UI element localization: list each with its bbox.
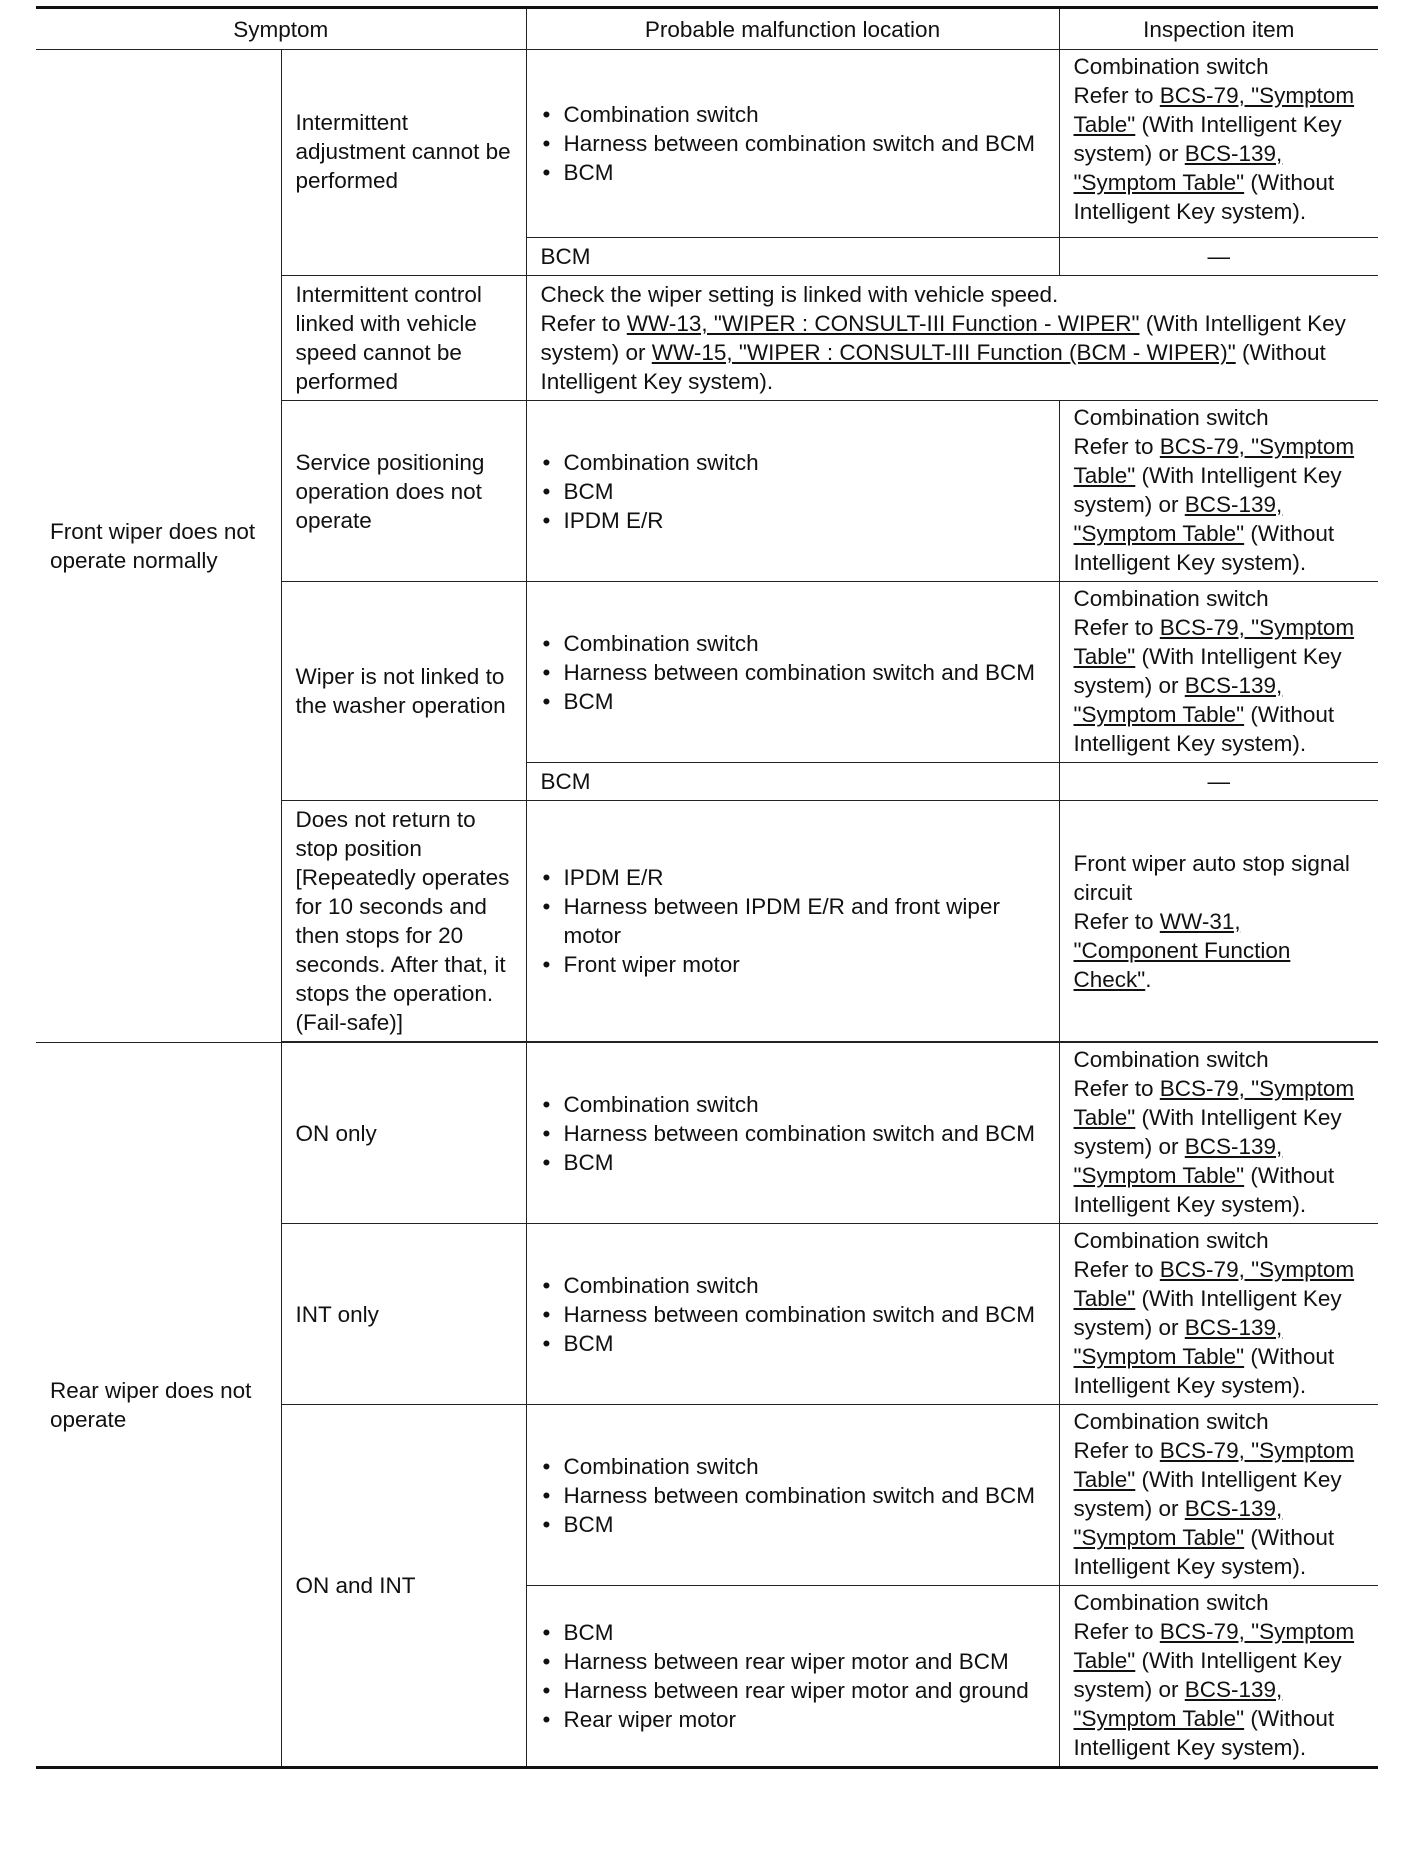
location-cell: [526, 401, 1059, 582]
link-bcs-79[interactable]: BCS-79, "Symptom Table": [1073, 1076, 1355, 1130]
inspection-title: Combination switch: [1073, 1047, 1269, 1072]
list-item: • Harness between IPDM E/R and front wiper motor: [541, 892, 1045, 950]
list-item: • Harness between combination switch and BCM: [541, 1481, 1045, 1510]
symptom-cell: [281, 801, 526, 1042]
symptom-label: INT only: [295, 1301, 379, 1327]
list-item: • BCM: [541, 1148, 1045, 1177]
list-item: • BCM: [541, 477, 1045, 506]
link-bcs-79[interactable]: BCS-79, "Symptom Table": [1073, 615, 1355, 669]
table-row: [36, 1043, 1378, 1224]
link-ww-31[interactable]: WW-31, "Component Function Check": [1073, 908, 1291, 992]
symptom-label: ON only: [295, 1120, 377, 1146]
location-cell: [526, 582, 1059, 763]
list-item: • Combination switch: [541, 629, 1045, 658]
link-bcs-139[interactable]: BCS-139, "Symptom Table": [1073, 1315, 1283, 1369]
refer-text: Refer to: [540, 311, 627, 336]
refer-text: (Without Intelligent Key system).: [1073, 170, 1335, 224]
inspection-cell: [1059, 582, 1378, 763]
link-bcs-139[interactable]: BCS-139, "Symptom Table": [1073, 673, 1283, 727]
symptom-cell: [281, 50, 526, 276]
list-item: • Harness between rear wiper motor and BCM: [541, 1647, 1045, 1676]
inspection-cell: [1059, 1586, 1378, 1768]
table-header-row: [36, 8, 1378, 50]
symptom-cell: [281, 1043, 526, 1224]
refer-text: (With Intelligent Key system) or: [1073, 1286, 1342, 1340]
link-bcs-139[interactable]: BCS-139, "Symptom Table": [1073, 1677, 1283, 1731]
symptom-cell: [281, 1224, 526, 1405]
speed-check-cell: [526, 276, 1378, 401]
refer-text: (Without Intelligent Key system).: [1073, 1344, 1335, 1398]
group-front-label: Front wiper does not operate normally: [50, 519, 256, 573]
refer-text: Refer to: [1073, 83, 1160, 108]
list-item: • Harness between combination switch and BCM: [541, 658, 1045, 687]
inspection-cell: [1059, 1224, 1378, 1405]
symptom-label: Wiper is not linked to the washer operation: [295, 664, 506, 718]
list-item: • IPDM E/R: [541, 506, 1045, 535]
list-item: • BCM: [541, 158, 1045, 187]
list-item: • Combination switch: [541, 448, 1045, 477]
list-item: • Harness between combination switch and BCM: [541, 1300, 1045, 1329]
location-cell: [526, 1224, 1059, 1405]
header-inspection: Inspection item: [1059, 8, 1378, 50]
location-cell: [526, 801, 1059, 1042]
symptom-label: Does not return to stop position [Repeatedly operates for 10 seconds and then stops for 20 seconds. After that, it stops the operation. (Fail-safe)]: [295, 807, 510, 1035]
inspection-title: Combination switch: [1073, 1228, 1269, 1253]
refer-text: (Without Intelligent Key system).: [540, 340, 1326, 394]
list-item: • Harness between combination switch and BCM: [541, 1119, 1045, 1148]
refer-text: .: [1145, 966, 1152, 992]
refer-text: (With Intelligent Key system) or: [1073, 1105, 1342, 1159]
link-bcs-139[interactable]: BCS-139, "Symptom Table": [1073, 1134, 1283, 1188]
location-cell: [526, 1586, 1059, 1768]
list-item: • Combination switch: [541, 100, 1045, 129]
link-ww-13[interactable]: WW-13, "WIPER : CONSULT-III Function - WIPER": [626, 311, 1140, 336]
inspection-cell: [1059, 401, 1378, 582]
inspection-title: Combination switch: [1073, 54, 1269, 79]
symptom-label: Intermittent control linked with vehicle speed cannot be performed: [295, 282, 482, 394]
location-cell: [526, 238, 1059, 276]
refer-text: (With Intelligent Key system) or: [1073, 1467, 1342, 1521]
list-item: • Combination switch: [541, 1090, 1045, 1119]
dash-cell: —: [1059, 763, 1378, 801]
inspection-cell: [1059, 50, 1378, 238]
list-item: • Harness between combination switch and BCM: [541, 129, 1045, 158]
header-symptom: Symptom: [36, 8, 526, 50]
list-item: • BCM: [541, 687, 1045, 716]
refer-text: Refer to: [1073, 1076, 1160, 1101]
link-bcs-139[interactable]: BCS-139, "Symptom Table": [1073, 492, 1283, 546]
refer-text: (Without Intelligent Key system).: [1073, 1525, 1335, 1579]
inspection-title: Front wiper auto stop signal circuit: [1073, 850, 1350, 905]
list-item: • Combination switch: [541, 1452, 1045, 1481]
refer-text: (With Intelligent Key system) or: [1073, 1648, 1342, 1702]
refer-text: Refer to: [1073, 434, 1160, 459]
refer-text: Refer to: [1073, 908, 1160, 934]
symptom-label: ON and INT: [295, 1573, 416, 1598]
location-cell: [526, 50, 1059, 238]
location-cell: [526, 1405, 1059, 1586]
location-text: BCM: [540, 244, 591, 269]
symptom-cell: [281, 276, 526, 401]
location-text: BCM: [540, 769, 591, 794]
link-bcs-139[interactable]: BCS-139, "Symptom Table": [1073, 141, 1283, 195]
symptom-label: Service positioning operation does not operate: [295, 449, 485, 533]
symptom-label: Intermittent adjustment cannot be performed: [295, 110, 511, 193]
link-bcs-79[interactable]: BCS-79, "Symptom Table": [1073, 1619, 1355, 1673]
symptom-cell: [281, 1405, 526, 1768]
inspection-title: Combination switch: [1073, 586, 1269, 611]
group-rear-label: Rear wiper does not operate: [50, 1377, 252, 1432]
table-row: [36, 50, 1378, 238]
link-bcs-79[interactable]: BCS-79, "Symptom Table": [1073, 83, 1355, 137]
list-item: • IPDM E/R: [541, 863, 1045, 892]
inspection-cell: [1059, 1043, 1378, 1224]
refer-text: Refer to: [1073, 1619, 1160, 1644]
refer-text: (With Intelligent Key system) or: [540, 311, 1346, 365]
refer-text: (With Intelligent Key system) or: [1073, 644, 1342, 698]
list-item: • Front wiper motor: [541, 950, 1045, 979]
list-item: • Combination switch: [541, 1271, 1045, 1300]
dash-cell: —: [1059, 238, 1378, 276]
refer-text: (Without Intelligent Key system).: [1073, 521, 1335, 575]
speed-check-text: Check the wiper setting is linked with vehicle speed.: [540, 282, 1059, 307]
location-cell: [526, 763, 1059, 801]
inspection-cell: [1059, 801, 1378, 1042]
group-front: [36, 50, 281, 1043]
inspection-title: Combination switch: [1073, 405, 1269, 430]
symptom-table: [36, 6, 1378, 1769]
header-location: Probable malfunction location: [526, 8, 1059, 50]
list-item: • BCM: [541, 1329, 1045, 1358]
inspection-title: Combination switch: [1073, 1409, 1269, 1434]
location-cell: [526, 1043, 1059, 1224]
refer-text: (Without Intelligent Key system).: [1073, 702, 1335, 756]
link-bcs-79[interactable]: BCS-79, "Symptom Table": [1073, 1438, 1355, 1492]
refer-text: (Without Intelligent Key system).: [1073, 1163, 1335, 1217]
refer-text: Refer to: [1073, 1257, 1160, 1282]
refer-text: (With Intelligent Key system) or: [1073, 112, 1342, 166]
refer-text: (With Intelligent Key system) or: [1073, 463, 1342, 517]
link-bcs-139[interactable]: BCS-139, "Symptom Table": [1073, 1496, 1283, 1550]
inspection-cell: [1059, 1405, 1378, 1586]
symptom-cell: [281, 582, 526, 801]
list-item: • BCM: [541, 1618, 1045, 1647]
link-bcs-79[interactable]: BCS-79, "Symptom Table": [1073, 1257, 1355, 1311]
inspection-title: Combination switch: [1073, 1590, 1269, 1615]
symptom-cell: [281, 401, 526, 582]
list-item: • BCM: [541, 1510, 1045, 1539]
list-item: • Harness between rear wiper motor and ground: [541, 1676, 1045, 1705]
refer-text: Refer to: [1073, 1438, 1160, 1463]
link-ww-15[interactable]: WW-15, "WIPER : CONSULT-III Function (BCM - WIPER)": [651, 340, 1236, 365]
refer-text: (Without Intelligent Key system).: [1073, 1706, 1335, 1760]
group-rear: [36, 1043, 281, 1768]
refer-text: Refer to: [1073, 615, 1160, 640]
link-bcs-79[interactable]: BCS-79, "Symptom Table": [1073, 434, 1355, 488]
list-item: • Rear wiper motor: [541, 1705, 1045, 1734]
